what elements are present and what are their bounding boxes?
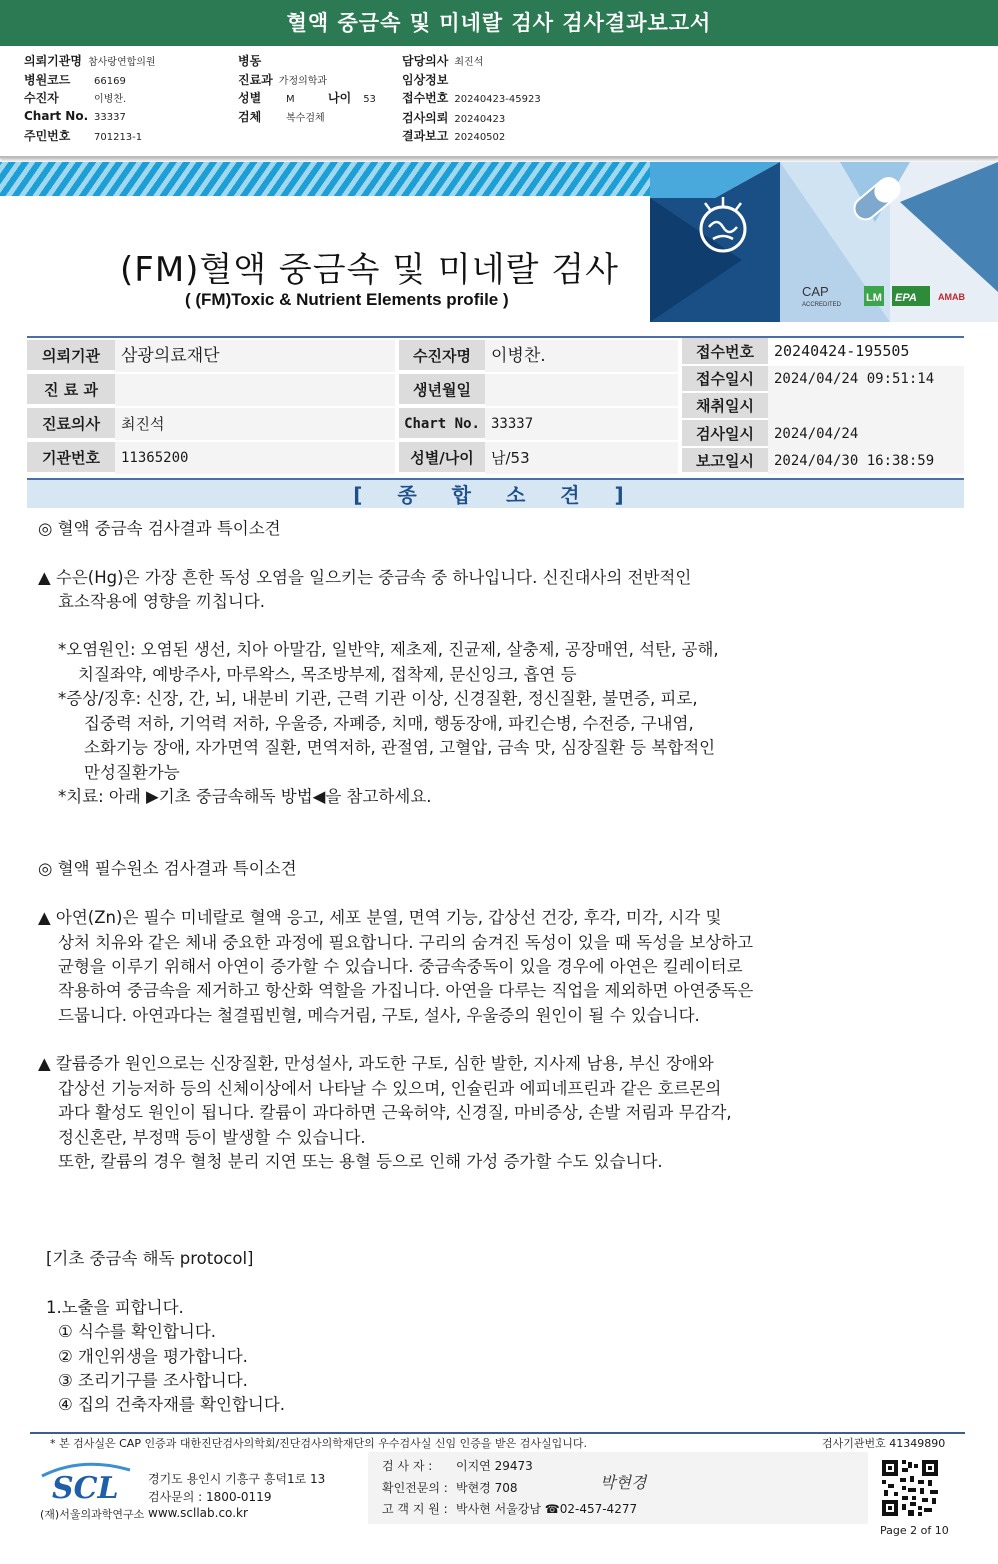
label-collect-dt: 채취일시 (682, 393, 768, 420)
paragraph-line: 작용하여 중금속을 제거하고 항산화 역할을 가집니다. 아연을 다루는 직업을 제외하면 아연중독은 (58, 981, 754, 1000)
paragraph-line: 정신혼란, 부정맥 등이 발생할 수 있습니다. (58, 1128, 366, 1147)
protocol-substep: ④ 집의 건축자재를 확인합니다. (58, 1395, 286, 1414)
epa-logo (892, 286, 930, 306)
value-report-dt: 2024/04/30 16:38:59 (768, 448, 964, 474)
cs-value: 박사현 서울강남 ☎02-457-4277 (456, 1502, 638, 1516)
section-heading: ◎ 혈액 중금속 검사결과 특이소견 (38, 519, 281, 538)
protocol-step: 1.노출을 피합니다. (46, 1298, 184, 1317)
opinion-heading: [ 종 합 소 견 ] (27, 478, 964, 508)
test-request-date: 검사의뢰 20240423 (402, 111, 506, 125)
label-req-org: 의뢰기관 (27, 340, 115, 372)
svg-text:SCL: SCL (52, 1471, 119, 1504)
paragraph-line: 효소작용에 영향을 끼칩니다. (58, 592, 266, 611)
page-indicator: Page 2 of 10 (880, 1524, 949, 1537)
label-receipt-dt: 접수일시 (682, 366, 768, 393)
value-dept (115, 374, 395, 406)
page-subtitle: ( (FM)Toxic & Nutrient Elements profile ) (185, 290, 509, 309)
value-patient: 이병찬. (485, 340, 678, 372)
protocol-substep: ② 개인위생을 평가합니다. (58, 1347, 248, 1366)
value-test-dt: 2024/04/24 (768, 420, 964, 448)
value-req-org: 삼광의료재단 (115, 340, 395, 372)
report-title-bar: 혈액 중금속 및 미네랄 검사 검사결과보고서 (0, 0, 998, 46)
tester-label: 검 사 자 : (382, 1459, 433, 1473)
paragraph-line: *오염원인: 오염된 생선, 치아 아말감, 일반약, 제초제, 진균제, 살충제, 공장매연, 석탄, 공해, (58, 640, 719, 659)
amab-logo (938, 292, 965, 302)
paragraph-line: 또한, 칼륨의 경우 혈청 분리 지연 또는 용혈 등으로 인해 가성 증가할 수도 있습니다. (58, 1152, 663, 1171)
page-title: (FM)혈액 중금속 및 미네랄 검사 (120, 250, 619, 290)
value-receipt-no: 20240424-195505 (768, 338, 964, 366)
paragraph-line: 치질좌약, 예방주사, 마루왁스, 목조방부제, 접착제, 문신잉크, 흡연 등 (78, 665, 577, 684)
hospital-code: 병원코드 66169 (24, 73, 126, 87)
paragraph-line: 드뭅니다. 아연과다는 철결핍빈혈, 메슥거림, 구토, 설사, 우울증의 원인이 될 수 있습니다. (58, 1006, 700, 1025)
svg-text:EPA: EPA (895, 292, 917, 304)
paragraph-line: ▲ 칼륨증가 원인으로는 신장질환, 만성설사, 과도한 구토, 심한 발한, 지사제 남용, 부신 장애와 (38, 1054, 714, 1073)
resident-no: 주민번호 701213-1 (24, 129, 143, 143)
requesting-org: 의뢰기관명 참사랑연합의원 (24, 54, 156, 68)
scl-logo (38, 1458, 134, 1508)
scl-inquiry: 검사문의 : 1800-0119 (148, 1490, 272, 1504)
label-report-dt: 보고일시 (682, 448, 768, 474)
cs-label: 고 객 지 원 : (382, 1502, 448, 1516)
protocol-heading: [기초 중금속 해독 protocol] (46, 1249, 254, 1268)
label-receipt-no: 접수번호 (682, 338, 768, 366)
svg-text:CAP: CAP (802, 284, 829, 299)
footer-note: * 본 검사실은 CAP 인증과 대한진단검사의학회/진단검사의학재단의 우수검사실 신임 인증을 받은 검사실입니다. (50, 1437, 588, 1450)
paragraph-line: ▲ 아연(Zn)은 필수 미네랄로 혈액 응고, 세포 분열, 면역 기능, 갑상선 건강, 후각, 미각, 시각 및 (38, 908, 722, 927)
clinical-info: 임상정보 (402, 73, 449, 87)
header-artwork (650, 162, 998, 322)
protocol-substep: ③ 조리기구를 조사합니다. (58, 1371, 248, 1390)
value-chart: 33337 (485, 408, 678, 440)
svg-text:LM: LM (866, 292, 882, 304)
expert-value: 박현경 708 (456, 1481, 518, 1495)
expert-label: 확인전문의 : (382, 1481, 448, 1495)
value-doctor: 최진석 (115, 408, 395, 440)
result-report-date: 결과보고 20240502 (402, 129, 506, 143)
label-dept: 진 료 과 (27, 374, 115, 406)
top-info-panel (0, 46, 998, 158)
doctor: 담당의사 최진석 (402, 54, 484, 68)
value-receipt-dt: 2024/04/24 09:51:14 (768, 366, 964, 393)
specimen: 검체 복수검체 (238, 110, 325, 124)
svg-text:ACCREDITED: ACCREDITED (802, 302, 842, 308)
age: 나이 53 (328, 91, 376, 105)
label-org-no: 기관번호 (27, 442, 115, 474)
chart-no: Chart No. 33337 (24, 109, 126, 123)
value-org-no: 11365200 (115, 442, 395, 474)
dept: 진료과 가정의학과 (238, 73, 328, 87)
scl-address: 경기도 용인시 기흥구 흥덕1로 13 (148, 1472, 326, 1486)
scl-website: www.scllab.co.kr (148, 1506, 248, 1520)
paragraph-line: 집중력 저하, 기억력 저하, 우울증, 자폐증, 치매, 행동장애, 파킨슨병, 수전증, 구내염, (84, 714, 694, 733)
doctor-signature: 박현경 (600, 1473, 647, 1492)
paragraph-line: 상처 치유와 같은 체내 중요한 과정에 필요합니다. 구리의 숨겨진 독성이 있을 때 독성을 보상하고 (58, 933, 754, 952)
value-collect-dt (768, 393, 964, 420)
paragraph-line: 소화기능 장애, 자가면역 질환, 면역저하, 관절염, 고혈압, 금속 맛, 심장질환 등 복합적인 (84, 738, 716, 757)
protocol-substep: ① 식수를 확인합니다. (58, 1322, 217, 1341)
receipt-no: 접수번호 20240423-45923 (402, 91, 541, 105)
label-chart: Chart No. (399, 408, 485, 440)
value-sex-age: 남/53 (485, 442, 678, 474)
svg-text:AMAB: AMAB (938, 292, 965, 302)
paragraph-line: 갑상선 기능저하 등의 신체이상에서 나타날 수 있으며, 인슐린과 에피네프린과 같은 호르몬의 (58, 1079, 722, 1098)
label-birth: 생년월일 (399, 374, 485, 406)
paragraph-line: 균형을 이루기 위해서 아연이 증가할 수 있습니다. 중금속중독이 있을 경우에 아연은 킬레이터로 (58, 957, 743, 976)
label-patient: 수진자명 (399, 340, 485, 372)
value-birth (485, 374, 678, 406)
scl-name: (재)서울의과학연구소 (40, 1508, 145, 1521)
ward: 병동 (238, 54, 262, 68)
sex: 성별 M (238, 91, 295, 105)
section-heading: ◎ 혈액 필수원소 검사결과 특이소견 (38, 859, 297, 878)
tester-value: 이지연 29473 (456, 1459, 533, 1473)
decorative-stripe (0, 162, 650, 196)
paragraph-line: *치료: 아래 ▶기초 중금속해독 방법◀을 참고하세요. (58, 787, 432, 806)
paragraph-line: 과다 활성도 원인이 됩니다. 칼륨이 과다하면 근육허약, 신경질, 마비증상, 손발 저림과 무감각, (58, 1103, 732, 1122)
qr-code-icon (882, 1460, 938, 1516)
label-sex-age: 성별/나이 (399, 442, 485, 474)
lm-logo (864, 286, 884, 306)
paragraph-line: ▲ 수은(Hg)은 가장 흔한 독성 오염을 일으키는 중금속 중 하나입니다. 신진대사의 전반적인 (38, 568, 692, 587)
paragraph-line: *증상/징후: 신장, 간, 뇌, 내분비 기관, 근력 기관 이상, 신경질환, 정신질환, 불면증, 피로, (58, 689, 698, 708)
label-test-dt: 검사일시 (682, 420, 768, 448)
footer-divider (30, 1432, 965, 1434)
patient-name: 수진자 이병찬. (24, 91, 127, 105)
paragraph-line: 만성질환가능 (84, 763, 180, 782)
label-doctor: 진료의사 (27, 408, 115, 440)
footer-org-no: 검사기관번호 41349890 (822, 1437, 946, 1450)
